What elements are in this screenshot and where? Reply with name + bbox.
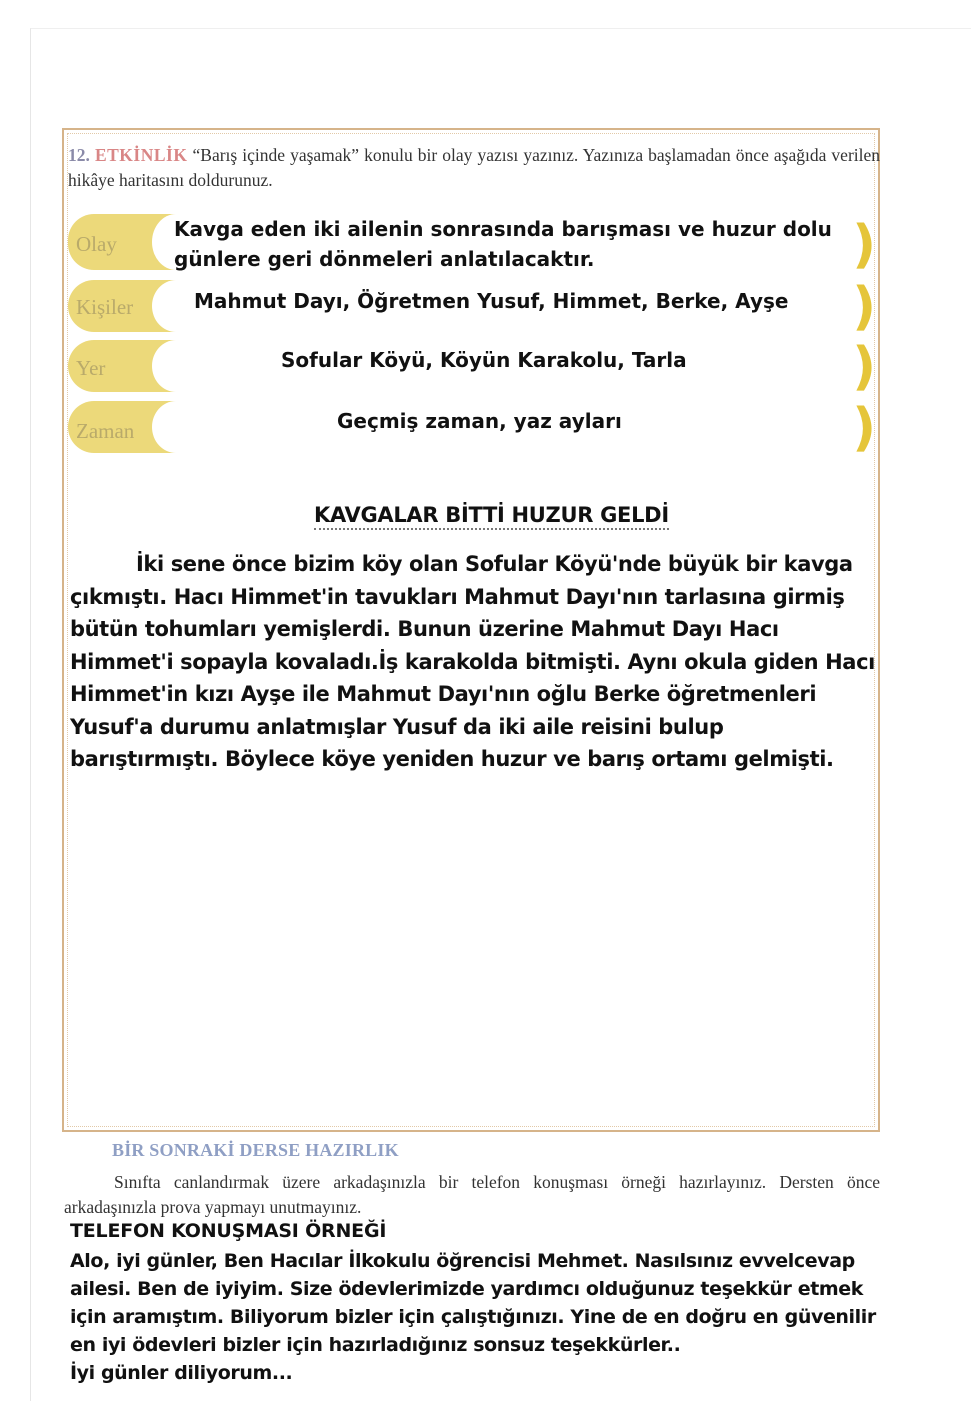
closing-bracket-icon: ): [852, 398, 876, 458]
story-map-answer: Sofular Köyü, Köyün Karakolu, Tarla: [281, 348, 687, 372]
telephone-title: TELEFON KONUŞMASI ÖRNEĞİ: [70, 1220, 387, 1242]
story-text: [70, 548, 878, 776]
story-map-answer: Mahmut Dayı, Öğretmen Yusuf, Himmet, Berke, Ayşe: [194, 289, 789, 313]
story-title: KAVGALAR BİTTİ HUZUR GELDİ: [314, 503, 669, 530]
tab-curve: [152, 280, 200, 332]
story-map-row-olay: [68, 214, 880, 274]
telephone-text: [70, 1247, 880, 1387]
story-map-label: Yer: [76, 356, 106, 380]
tab-curve: [152, 401, 200, 453]
activity-number: 12.: [68, 145, 90, 165]
closing-bracket-icon: ): [852, 215, 876, 275]
story-map-label: Zaman: [76, 419, 135, 443]
story-map-row-yer: [68, 337, 880, 397]
preparation-heading: BİR SONRAKİ DERSE HAZIRLIK: [112, 1140, 399, 1160]
tab-curve: [152, 340, 200, 392]
preparation-text: Sınıfta canlandırmak üzere arkadaşınızla bir telefon konuşması örneği hazırlayınız. Dersten önce arkadaşınızla prova yapmayı unutmayınız.: [64, 1172, 880, 1217]
story-map-row-zaman: [68, 398, 880, 458]
story-map-answer: Geçmiş zaman, yaz ayları: [337, 409, 622, 433]
story-map-label: Olay: [76, 232, 117, 256]
closing-bracket-icon: ): [852, 337, 876, 397]
telephone-body: Alo, iyi günler, Ben Hacılar İlkokulu öğrencisi Mehmet. Nasılsınız evvelcevap ailesi. Ben de iyiyim. Size ödevlerimizde yardımcı olduğunuz teşekkür etmek için aramıştım. Biliyorum bizler için çalıştığınızı. Yine de en doğru en güvenilir en iyi ödevleri bizler için hazırladığınız sonsuz teşekkürler..: [70, 1250, 876, 1356]
activity-keyword: ETKİNLİK: [94, 145, 188, 165]
activity-instruction-text: “Barış içinde yaşamak” konulu bir olay yazısı yazınız. Yazınıza başlamadan önce aşağıda verilen hikâye haritasını doldurunuz.: [68, 145, 881, 190]
story-map-answer: Kavga eden iki ailenin sonrasında barışması ve huzur dolu günlere geri dönmeleri anlatılacaktır.: [174, 217, 832, 271]
story-map-label: Kişiler: [76, 295, 134, 319]
story-map-row-kisiler: [68, 277, 880, 337]
activity-instruction: [68, 143, 880, 193]
story-body: İki sene önce bizim köy olan Sofular Köyü'nde büyük bir kavga çıkmıştı. Hacı Himmet'in tavukları Mahmut Dayı'nın tarlasına girmiş bütün tohumları yemişlerdi. Bunun üzerine Mahmut Dayı Hacı Himmet'i sopayla kovaladı.İş karakolda bitmişti. Aynı okula giden Hacı Himmet'in kızı Ayşe ile Mahmut Dayı'nın oğlu Berke öğretmenleri Yusuf'a durumu anlatmışlar Yusuf da iki aile reisini bulup barıştırmıştı. Böylece köye yeniden huzur ve barış ortamı gelmişti.: [70, 552, 875, 771]
telephone-closing: İyi günler diliyorum...: [70, 1362, 293, 1384]
closing-bracket-icon: ): [852, 277, 876, 337]
